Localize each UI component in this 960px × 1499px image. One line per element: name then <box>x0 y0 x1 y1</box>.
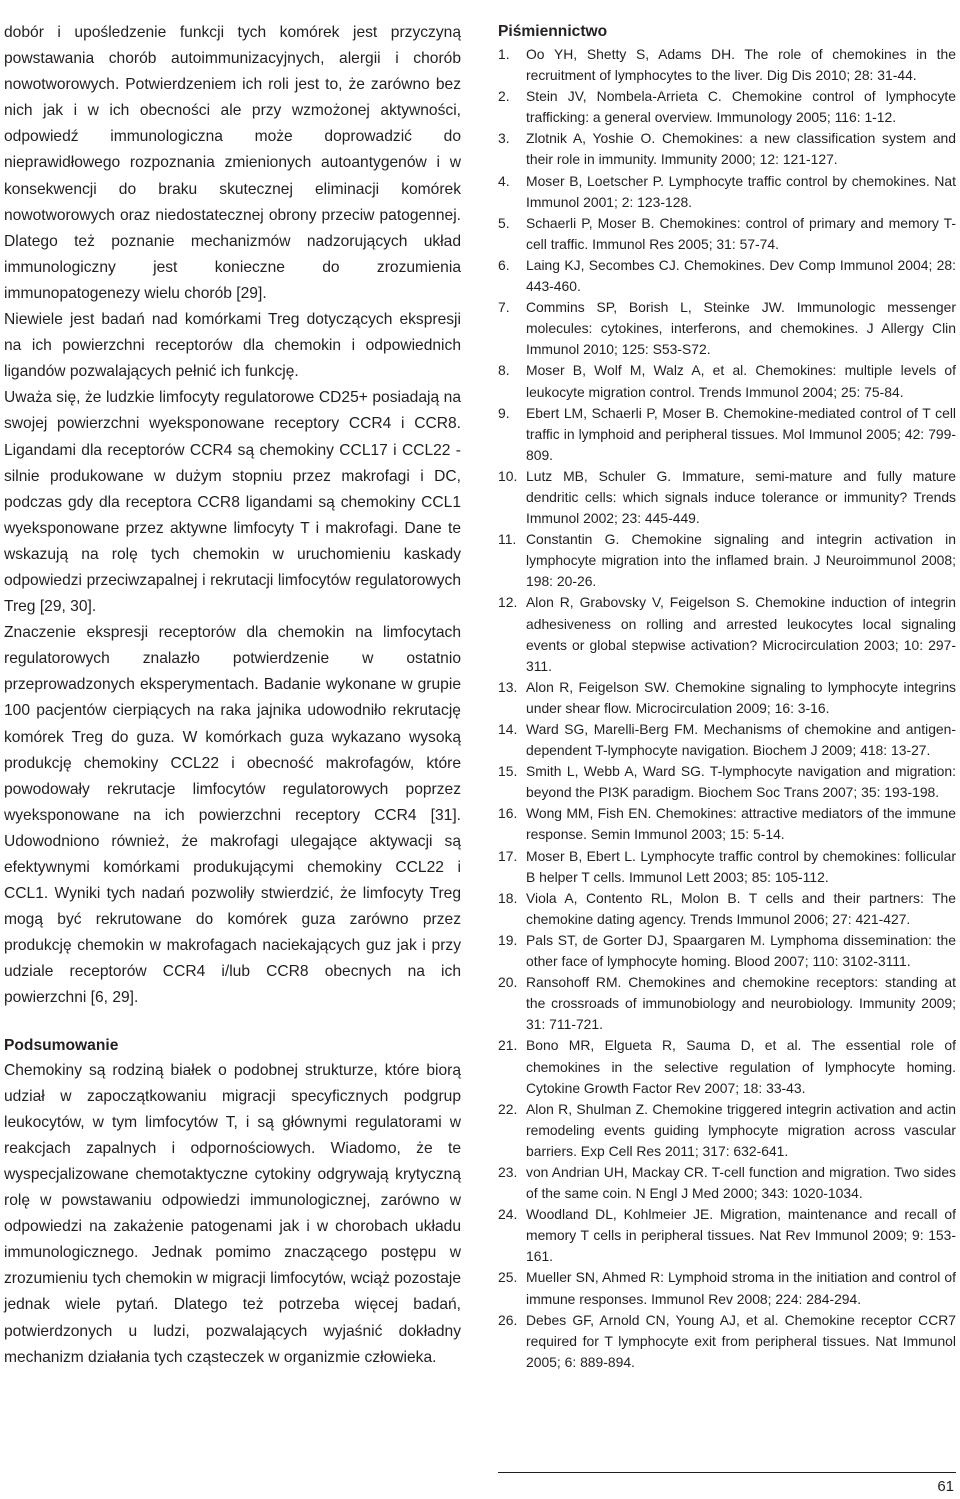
reference-text: Wong MM, Fish EN. Chemokines: attractive mediators of the immune response. Semin Immunol 2003; 15: 5-14. <box>526 805 956 843</box>
reference-number: 21. <box>498 1037 518 1054</box>
reference-text: Viola A, Contento RL, Molon B. T cells and their partners: The chemokine dating agency. Trends Immunol 2006; 27: 421-427. <box>526 889 956 927</box>
reference-text: Ward SG, Marelli-Berg FM. Mechanisms of chemokine and antigen-dependent T-lymphocyte navigation. Biochem J 2009; 418: 13-27. <box>526 721 956 759</box>
references-column <box>498 20 956 1373</box>
reference-number: 14. <box>498 721 518 737</box>
reference-text: Zlotnik A, Yoshie O. Chemokines: a new classification system and their role in immunity. Immunity 2000; 12: 121-127. <box>526 130 956 168</box>
reference-number: 17. <box>498 847 518 864</box>
reference-text: Smith L, Webb A, Ward SG. T-lymphocyte navigation and migration: beyond the PI3K paradigm. Biochem Soc Trans 2007; 35: 193-198. <box>526 763 956 801</box>
reference-text: Bono MR, Elgueta R, Sauma D, et al. The essential role of chemokines in the selective regulation of lymphocyte homing. Cytokine Growth Factor Rev 2007; 18: 33-43. <box>526 1037 956 1096</box>
reference-text: Alon R, Grabovsky V, Feigelson S. Chemokine induction of integrin adhesiveness on rolling and arrested leukocytes local signaling events or global stepwise activation? Microcirculation 2003; 10: 297-311. <box>526 594 956 674</box>
reference-number: 23. <box>498 1163 518 1180</box>
reference-number: 11. <box>498 531 517 548</box>
reference-number: 25. <box>498 1269 518 1286</box>
reference-number: 7. <box>498 299 510 316</box>
reference-text: Ransohoff RM. Chemokines and chemokine receptors: standing at the crossroads of immunobiology and neurobiology. Immunity 2009; 31: 711-721. <box>526 974 956 1033</box>
reference-text: Ebert LM, Schaerli P, Moser B. Chemokine-mediated control of T cell traffic in lymphoid and peripheral tissues. Mol Immunol 2005; 42: 799-809. <box>526 404 956 463</box>
reference-text: Pals ST, de Gorter DJ, Spaargaren M. Lymphoma dissemination: the other face of lymphocyte homing. Blood 2007; 110: 3102-3111. <box>526 931 956 970</box>
reference-text: Stein JV, Nombela-Arrieta C. Chemokine control of lymphocyte trafficking: a general overview. Immunology 2005; 116: 1-12. <box>526 88 956 126</box>
reference-text: Moser B, Loetscher P. Lymphocyte traffic control by chemokines. Nat Immunol 2001; 2: 123-128. <box>526 172 956 210</box>
reference-text: Moser B, Wolf M, Walz A, et al. Chemokines: multiple levels of leukocyte migration control. Trends Immunol 2004; 25: 75-84. <box>526 362 956 400</box>
reference-text: Woodland DL, Kohlmeier JE. Migration, maintenance and recall of memory T cells in peripheral tissues. Nat Rev Immunol 2009; 9: 153-161. <box>526 1206 956 1265</box>
reference-number: 10. <box>498 467 518 484</box>
reference-item <box>498 255 956 297</box>
summary-heading: Podsumowanie <box>4 1036 119 1054</box>
reference-number: 6. <box>498 256 510 273</box>
references-heading: Piśmiennictwo <box>498 23 608 40</box>
reference-number: 8. <box>498 362 510 379</box>
reference-text: Debes GF, Arnold CN, Young AJ, et al. Chemokine receptor CCR7 required for T lymphocyte exit from peripheral tissues. Nat Immunol 2005; 6: 889-894. <box>526 1311 956 1370</box>
reference-number: 13. <box>498 678 518 695</box>
reference-item <box>498 803 956 845</box>
reference-text: von Andrian UH, Mackay CR. T-cell function and migration. Two sides of the same coin. N Engl J Med 2000; 343: 1020-1034. <box>526 1163 956 1202</box>
reference-item <box>498 466 956 529</box>
body-paragraph: dobór i upośledzenie funkcji tych komórek jest przyczyną powstawania chorób autoimmunizacyjnych, alergii i chorób nowotworowych. Potwierdzeniem ich roli jest to, że zarówno bez nich jak i w ich obecności ale przy wzmożonej aktywności, odpowiedź immunologiczna może doprowadzić do nieprawidłowego rozpoznania zmienionych autoantygenów i w konsekwencji do braku skutecznej eliminacji komórek nowotworowych oraz niedostatecznej obrony przeciw patogennej. Dlatego też poznanie mechanizmów nadzorujących układ immunologiczny jest konieczne do zrozumienia immunopatogenezy wielu chorób [29]. <box>4 24 461 302</box>
reference-text: Laing KJ, Secombes CJ. Chemokines. Dev Comp Immunol 2004; 28: 443-460. <box>526 256 956 295</box>
reference-item <box>498 1204 956 1267</box>
reference-item <box>498 360 956 402</box>
reference-item <box>498 592 956 676</box>
reference-item <box>498 888 956 930</box>
reference-item <box>498 1310 956 1373</box>
reference-item <box>498 86 956 128</box>
reference-item <box>498 1162 956 1204</box>
reference-text: Lutz MB, Schuler G. Immature, semi-mature and fully mature dendritic cells: which signals induce tolerance or immunity? Trends Immunol 2002; 23: 445-449. <box>526 467 956 527</box>
main-text-column <box>4 20 461 1371</box>
reference-number: 19. <box>498 931 518 948</box>
reference-item <box>498 297 956 360</box>
reference-text: Mueller SN, Ahmed R: Lymphoid stroma in the initiation and control of immune responses. Immunol Rev 2008; 224: 284-294. <box>526 1269 956 1307</box>
reference-item <box>498 761 956 803</box>
reference-number: 3. <box>498 130 510 147</box>
reference-number: 24. <box>498 1206 518 1223</box>
body-paragraph: Niewiele jest badań nad komórkami Treg dotyczących ekspresji na ich powierzchni receptorów dla chemokin i odpowiednich ligandów pozwalających pełnić ich funkcję. <box>4 311 461 381</box>
reference-item <box>498 403 956 466</box>
reference-item <box>498 1035 956 1098</box>
reference-item <box>498 677 956 719</box>
reference-number: 15. <box>498 763 518 780</box>
reference-text: Constantin G. Chemokine signaling and integrin activation in lymphocyte migration into the inflamed brain. J Neuroimmunol 2008; 198: 20-26. <box>526 531 956 590</box>
reference-list <box>498 44 956 1373</box>
reference-item <box>498 972 956 1035</box>
reference-item <box>498 44 956 86</box>
reference-number: 22. <box>498 1100 518 1117</box>
reference-item <box>498 719 956 761</box>
page-number: 61 <box>937 1478 954 1495</box>
reference-item <box>498 846 956 888</box>
reference-number: 26. <box>498 1311 518 1328</box>
body-paragraph: Znaczenie ekspresji receptorów dla chemokin na limfocytach regulatorowych znalazło potwierdzenie w ostatnio przeprowadzonych eksperymentach. Badanie wykonane w grupie 100 pacjentów cierpiących na raka jajnika udowodniło rekrutację komórek Treg do guza. W komórkach guza wykazano wysoką produkcję chemokiny CCL22 i obecność makrofagów, które powodowały rekrutacje limfocytów regulatorowych poprzez wyeksponowane na ich powierzchni receptory CCR4 [31]. Udowodniono również, że makrofagi ulegające aktywacji są efektywnymi komórkami produkującymi chemokiny CCL22 i CCL1. Wyniki tych nadań pozwoliły stwierdzić, że limfocyty Treg mogą być rekrutowane do komórek guza zarówno przez produkcję chemokin w makrofagach naciekających guz jak i przy udziale receptorów CCR4 i/lub CCR8 obecnych na ich powierzchni [6, 29]. <box>4 624 461 1007</box>
reference-text: Moser B, Ebert L. Lymphocyte traffic control by chemokines: follicular B helper T cells. Immunol Lett 2003; 85: 105-112. <box>526 847 956 885</box>
reference-number: 2. <box>498 88 510 105</box>
reference-item <box>498 171 956 213</box>
reference-text: Oo YH, Shetty S, Adams DH. The role of chemokines in the recruitment of lymphocytes to the liver. Dig Dis 2010; 28: 31-44. <box>526 46 956 84</box>
reference-text: Alon R, Feigelson SW. Chemokine signaling to lymphocyte integrins under shear flow. Microcirculation 2009; 16: 3-16. <box>526 678 956 716</box>
footer-rule <box>498 1472 956 1473</box>
reference-text: Alon R, Shulman Z. Chemokine triggered integrin activation and actin remodeling events guiding lymphocyte migration across vascular barriers. Exp Cell Res 2011; 317: 632-641. <box>526 1100 956 1159</box>
reference-number: 18. <box>498 889 518 906</box>
reference-item <box>498 1267 956 1309</box>
reference-number: 20. <box>498 974 518 991</box>
reference-text: Commins SP, Borish L, Steinke JW. Immunologic messenger molecules: cytokines, interferons, and chemokines. J Allergy Clin Immunol 2010; 125: S53-S72. <box>526 299 956 358</box>
reference-number: 4. <box>498 172 510 189</box>
reference-item <box>498 213 956 255</box>
reference-item <box>498 1099 956 1162</box>
summary-paragraph: Chemokiny są rodziną białek o podobnej strukturze, które biorą udział w zapoczątkowaniu migracji specyficznych podgrup leukocytów, w tym limfocytów T, i są głównymi regulatorami w reakcjach zapalnych i odpornościowych. Wiadomo, że te wyspecjalizowane chemotaktyczne cytokiny odgrywają krytyczną rolę w powstawaniu odpowiedzi immunologicznej, zarówno w odpowiedzi na zakażenie patogenami jak i w chorobach układu immunologicznego. Jednak pomimo znaczącego postępu w zrozumieniu tych chemokin w migracji limfocytów, wciąż pozostaje jednak wiele pytań. Dlatego też potrzeba więcej badań, potwierdzonych u ludzi, pozwalających wyjaśnić dokładny mechanizm działania tych cząsteczek w organizmie człowieka. <box>4 1061 461 1366</box>
reference-item <box>498 128 956 170</box>
reference-number: 16. <box>498 805 518 822</box>
reference-text: Schaerli P, Moser B. Chemokines: control of primary and memory T-cell traffic. Immunol Res 2005; 31: 57-74. <box>526 214 956 252</box>
body-paragraph: Uważa się, że ludzkie limfocyty regulatorowe CD25+ posiadają na swojej powierzchni wyeksponowane receptory CCR4 i CCR8. Ligandami dla receptorów CCR4 są chemokiny CCL17 i CCL22 - silnie produkowane w dużym stopniu przez makrofagi i DC, podczas gdy dla receptora CCR8 ligandami są chemokiny CCL1 wyeksponowane przez aktywne limfocyty T i makrofagi. Dane te wskazują na rolę tych chemokin w uruchomieniu kaskady odpowiedzi przeciwzapalnej i rekrutacji limfocytów regulatorowych Treg [29, 30]. <box>4 389 461 616</box>
reference-number: 5. <box>498 214 510 231</box>
reference-number: 12. <box>498 594 518 611</box>
reference-item <box>498 529 956 592</box>
reference-number: 9. <box>498 404 510 421</box>
reference-number: 1. <box>498 46 510 62</box>
reference-item <box>498 930 956 972</box>
